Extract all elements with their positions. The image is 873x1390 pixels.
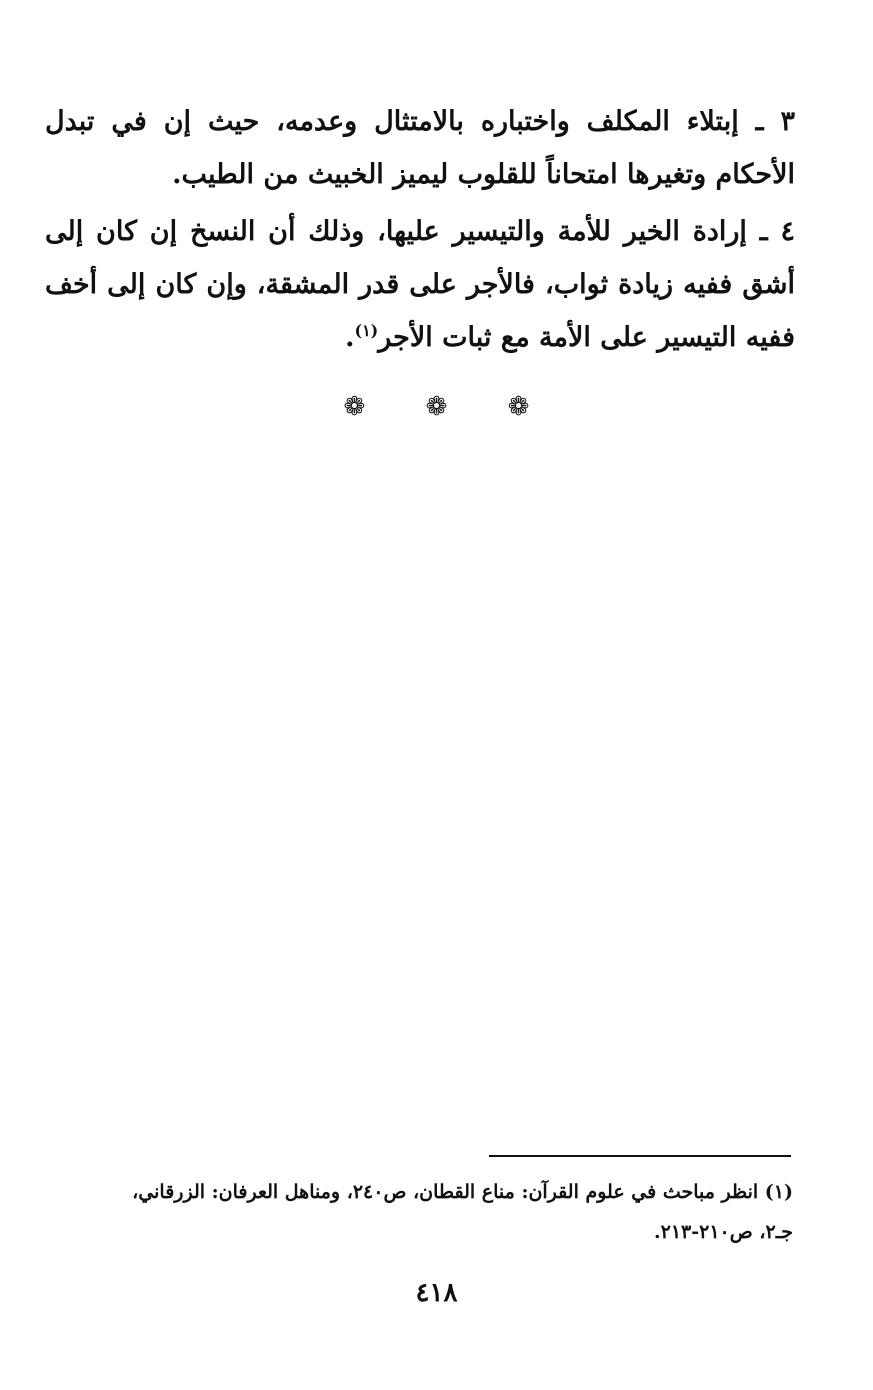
footnote-reference[interactable]: (١) — [354, 321, 379, 340]
paragraph-4-end: . — [345, 322, 355, 353]
paragraph-3-text: ٣ ـ إبتلاء المكلف واختباره بالامتثال وعدمه، حيث إن في تبدل الأحكام وتغيرها امتحاناً للقلوب ليميز الخبيث من الطيب. — [45, 106, 795, 190]
paragraph-4-text: ٤ ـ إرادة الخير للأمة والتيسير عليها، وذلك أن النسخ إن كان إلى أشق ففيه زيادة ثواب، فالأجر على قدر المشقة، وإن كان إلى أخف ففيه التيسير على الأمة مع ثبات الأجر — [45, 216, 795, 353]
page-number: ٤١٨ — [415, 1278, 458, 1308]
separator-star-icon: ❁ — [507, 392, 530, 422]
paragraph-4 — [45, 205, 795, 364]
footnote — [43, 1172, 793, 1252]
paragraph-3 — [45, 95, 795, 201]
section-separator — [0, 392, 873, 422]
footnote-line-1: (١) انظر مباحث في علوم القرآن: مناع القطان، ص٢٤٠، ومناهل العرفان: الزرقاني، — [132, 1181, 793, 1203]
separator-star-icon: ❁ — [425, 392, 448, 422]
footnote-line-2: جـ٢، ص٢١٠-٢١٣. — [653, 1221, 793, 1243]
separator-star-icon: ❁ — [343, 392, 366, 422]
footnote-divider — [489, 1155, 791, 1157]
